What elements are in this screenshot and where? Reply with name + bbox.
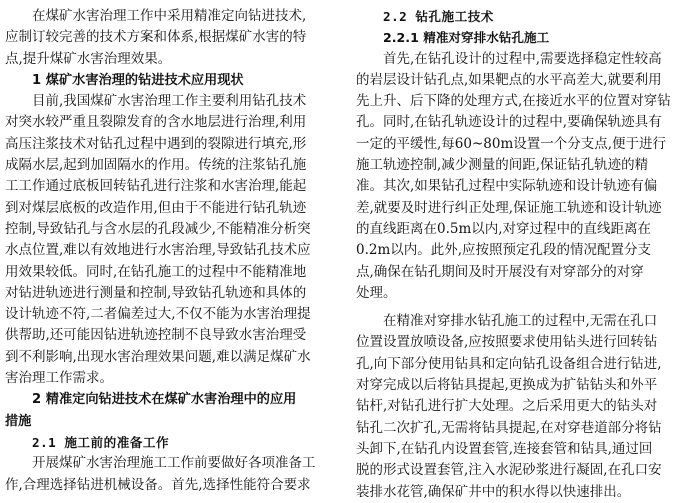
right-column (356, 6, 674, 503)
right-text-line: 处理。 (356, 284, 397, 301)
left-column (5, 6, 323, 496)
left-text-line: 到不利影响,出现水害治理效果问题,难以满足煤矿水 (5, 348, 311, 365)
left-text-line: 工工作通过底板回转钻孔进行注浆和水害治理,能起 (5, 178, 307, 195)
left-section-heading: 措施 (5, 413, 32, 429)
left-section-heading: 2.1 施工前的准备工作 (32, 434, 170, 450)
right-text-line: 准。其次,如果钻孔过程中实际轨迹和设计轨迹有偏 (356, 178, 658, 195)
right-text-line: 0.2m以内。此外,应按照预定孔段的情况配置分支 (356, 242, 652, 259)
left-text-line: 用效果较低。同时,在钻孔施工的过程中不能精准地 (5, 263, 307, 280)
right-text-line: 对穿完成以后将钻具提起,更换成为扩钻钻头和外平 (356, 377, 658, 394)
left-section-heading: 1 煤矿水害治理的钻进技术应用现状 (32, 72, 244, 88)
right-text-line: 先上升、后下降的处理方式,在接近水平的位置对穿钻 (356, 93, 671, 110)
left-text-line: 供帮助,还可能因钻进轨迹控制不良导致水害治理受 (5, 327, 307, 344)
left-text-line: 目前,我国煤矿水害治理工作主要利用钻孔技术 (32, 93, 307, 110)
left-section-heading: 2 精准定向钻进技术在煤矿水害治理中的应用 (32, 392, 297, 408)
left-text-line: 成隔水层,起到加固隔水的作用。传统的注浆钻孔施 (5, 157, 307, 174)
right-text-line: 头卸下,在钻孔内设置套管,连接套管和钻具,通过回 (356, 440, 653, 457)
right-text-line: 的直线距离在0.5m以内,对穿过程中的直线距离在 (356, 220, 652, 237)
left-text-line: 应制订较完善的技术方案和体系,根据煤矿水害的特 (5, 29, 307, 46)
left-text-line: 对钻进轨迹进行测量和控制,导致钻孔轨迹和具体的 (5, 284, 307, 301)
right-text-line: 钻杆,对钻孔进行扩大处理。之后采用更大的钻头对 (356, 398, 658, 415)
right-text-line: 施工轨迹控制,减少测量的间距,保证钻孔轨迹的精 (356, 157, 649, 174)
left-text-line: 到对煤层底板的改造作用,但由于不能进行钻孔轨迹 (5, 199, 307, 216)
right-text-line: 装排水花管,确保矿井中的积水得以快速排出。 (356, 483, 631, 500)
right-text-line: 脱的形式设置套管,注入水泥砂浆进行凝固,在孔口安 (356, 462, 662, 479)
left-text-line: 对突水较严重且裂隙发育的含水地层进行治理,利用 (5, 114, 307, 131)
right-text-line: 点,确保在钻孔期间及时开展没有对穿部分的对穿 (356, 263, 644, 280)
left-text-line: 控制,导致钻孔与含水层的孔段减少,不能精准分析突 (5, 220, 311, 237)
left-text-line: 害治理工作需求。 (5, 370, 113, 387)
right-text-line: 孔,向下部分使用钻具和定向钻孔设备组合进行钻进, (356, 355, 662, 372)
left-text-line: 水点位置,难以有效地进行水害治理,导致钻孔技术应 (5, 242, 311, 259)
right-spacer (356, 304, 674, 311)
left-text-line: 作,合理选择钻进机械设备。首先,选择性能符合要求 (5, 476, 311, 493)
right-section-heading: 2.2 钻孔施工技术 (383, 9, 494, 24)
left-text-line: 开展煤矿水害治理施工工作前要做好各项准备工 (32, 455, 316, 472)
right-text-line: 位置设置放喷设备,应按照要求使用钻头进行回转钻 (356, 334, 658, 351)
left-text-line: 高压注浆技术对钻孔过程中遇到的裂隙进行填充,形 (5, 135, 307, 152)
right-text-line: 首先,在钻孔设计的过程中,需要选择稳定性较高 (383, 50, 662, 67)
right-section-heading: 2.2.1 精准对穿排水钻孔施工 (383, 30, 550, 46)
right-text-line: 一定的平缓性,每60~80m设置一个分支点,便于进行 (356, 135, 667, 152)
right-text-line: 的岩层设计钻孔点,如果靶点的水平高差大,就要利用 (356, 71, 662, 88)
right-text-line: 差,就要及时进行纠正处理,保证施工轨迹和设计轨迹 (356, 199, 662, 216)
left-text-line: 点,提升煤矿水害治理效果。 (5, 50, 172, 67)
right-text-line: 钻孔二次扩孔,无需将钻具提起,在对穿巷道部分将钻 (356, 419, 662, 436)
right-text-line: 在精准对穿排水钻孔施工的过程中,无需在孔口 (383, 313, 658, 330)
right-text-line: 孔。同时,在钻孔轨迹设计的过程中,要确保轨迹具有 (356, 114, 662, 131)
left-text-line: 在煤矿水害治理工作中采用精准定向钻进技术, (32, 8, 307, 24)
left-text-line: 设计轨迹不符,二者偏差过大,不仅不能为水害治理提 (5, 306, 311, 323)
